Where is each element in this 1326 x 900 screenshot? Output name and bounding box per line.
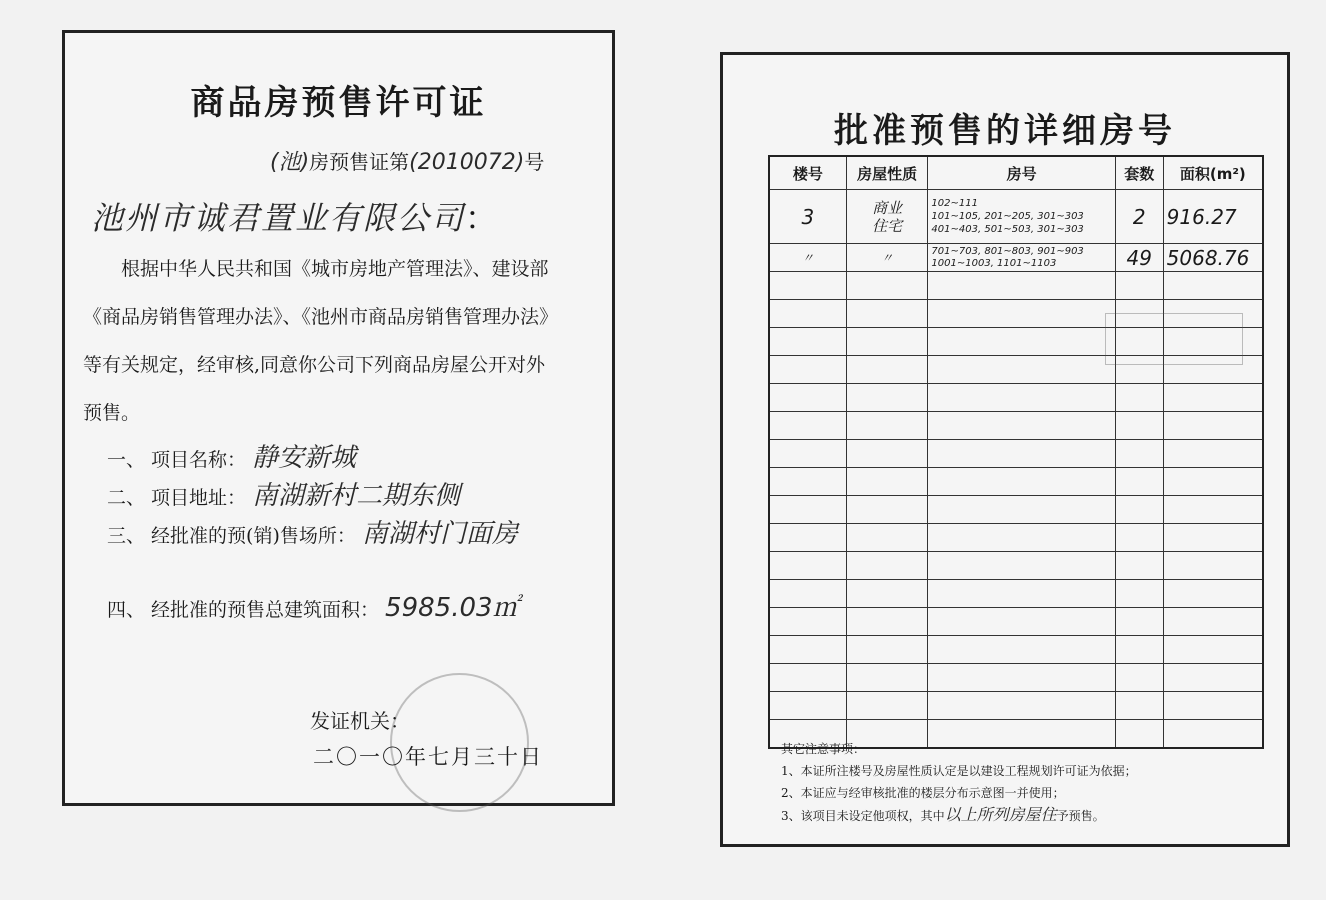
- company-colon: ：: [465, 199, 500, 237]
- count-cell: 49: [1115, 244, 1163, 272]
- col-nature: 房屋性质: [846, 156, 928, 190]
- item-value: 静安新城: [252, 443, 357, 473]
- sales-venue-item: [107, 513, 518, 550]
- approved-rooms-sheet: [720, 52, 1290, 847]
- rooms-cell: [928, 244, 1115, 272]
- nature-cell: [846, 190, 928, 244]
- note-item: 2、本证应与经审核批准的楼层分布示意图一并使用；: [781, 786, 1065, 800]
- rooms-cell: [928, 190, 1115, 244]
- faded-stamp: [1105, 313, 1243, 365]
- note3-handwritten: 以上所列房屋住: [944, 805, 1057, 824]
- issue-date: 二〇一〇年七月三十日: [313, 745, 543, 769]
- note3-prefix: 3、该项目未设定他项权，其中: [781, 809, 945, 823]
- company-name-line: [91, 193, 499, 239]
- col-area: 面积(m²): [1163, 156, 1263, 190]
- nature-line: 商业: [872, 198, 903, 217]
- table-row: [769, 496, 1263, 524]
- table-row: [769, 664, 1263, 692]
- note3-suffix: 予预售。: [1056, 809, 1105, 823]
- note-item: 1、本证所注楼号及房屋性质认定是以建设工程规划许可证为依据；: [781, 764, 1137, 778]
- certificate-number-line: [270, 145, 544, 176]
- area-cell: 916.27: [1163, 190, 1263, 244]
- paragraph-line: 等有关规定，经审核,同意你公司下列商品房屋公开对外: [83, 354, 546, 376]
- nature-cell: 〃: [846, 244, 928, 272]
- table-row: [769, 524, 1263, 552]
- cert-suffix: 号: [524, 150, 545, 174]
- paragraph-line: 《商品房销售管理办法》、《池州市商品房销售管理办法》: [83, 306, 559, 328]
- table-header-row: [769, 156, 1263, 190]
- table-row: [769, 272, 1263, 300]
- table-row: [769, 384, 1263, 412]
- project-name-item: [107, 437, 356, 474]
- table-row: [769, 468, 1263, 496]
- note-item: [781, 804, 1137, 827]
- total-area-item: [107, 587, 519, 624]
- table-row: [769, 552, 1263, 580]
- nature-line: 住宅: [872, 216, 903, 235]
- col-building: 楼号: [769, 156, 846, 190]
- cert-prefix: (池): [270, 150, 310, 175]
- presale-permit-certificate: [62, 30, 615, 806]
- paragraph-line: 预售。: [83, 402, 141, 424]
- table-row: [769, 692, 1263, 720]
- approval-paragraph: [83, 245, 595, 437]
- table-row: [769, 440, 1263, 468]
- item-value: 南湖村门面房: [361, 519, 518, 549]
- table-row: [769, 244, 1263, 272]
- rooms-line: 701~703, 801~803, 901~903: [931, 245, 1084, 257]
- building-cell: 3: [769, 190, 846, 244]
- table-row: [769, 608, 1263, 636]
- area-cell: 5068.76: [1163, 244, 1263, 272]
- cert-mid: 房预售证第: [309, 150, 410, 174]
- col-rooms: 房号: [928, 156, 1115, 190]
- paragraph-line: 根据中华人民共和国《城市房地产管理法》、建设部: [121, 258, 549, 280]
- item-label: 三、 经批准的预(销)售场所：: [107, 525, 356, 547]
- rooms-line: 102~111: [931, 198, 978, 209]
- item-label: 四、 经批准的预售总建筑面积：: [107, 599, 380, 621]
- cert-number: (2010072): [409, 150, 525, 175]
- col-count: 套数: [1115, 156, 1163, 190]
- certificate-title: 商品房预售许可证: [190, 83, 487, 123]
- rooms-table: [768, 155, 1264, 749]
- item-value: 5985.03㎡: [385, 593, 519, 623]
- item-label: 二、 项目地址：: [107, 487, 247, 509]
- issuing-authority: 发证机关：: [310, 709, 410, 733]
- project-address-item: [107, 475, 460, 512]
- count-cell: 2: [1115, 190, 1163, 244]
- rooms-line: 101~105, 201~205, 301~303: [931, 211, 1084, 222]
- rooms-line: 1001~1003, 1101~1103: [931, 257, 1057, 269]
- item-value: 南湖新村二期东侧: [252, 481, 461, 511]
- table-row: [769, 580, 1263, 608]
- sheet-title: 批准预售的详细房号: [834, 111, 1176, 151]
- notes-title: 其它注意事项：: [781, 742, 866, 756]
- table-row: [769, 636, 1263, 664]
- table-row: [769, 412, 1263, 440]
- rooms-line: 401~403, 501~503, 301~303: [931, 224, 1084, 235]
- company-name: 池州市诚君置业有限公司: [91, 199, 466, 237]
- table-row: [769, 190, 1263, 244]
- building-cell: 〃: [769, 244, 846, 272]
- notes-section: [781, 738, 1137, 827]
- item-label: 一、 项目名称：: [107, 449, 247, 471]
